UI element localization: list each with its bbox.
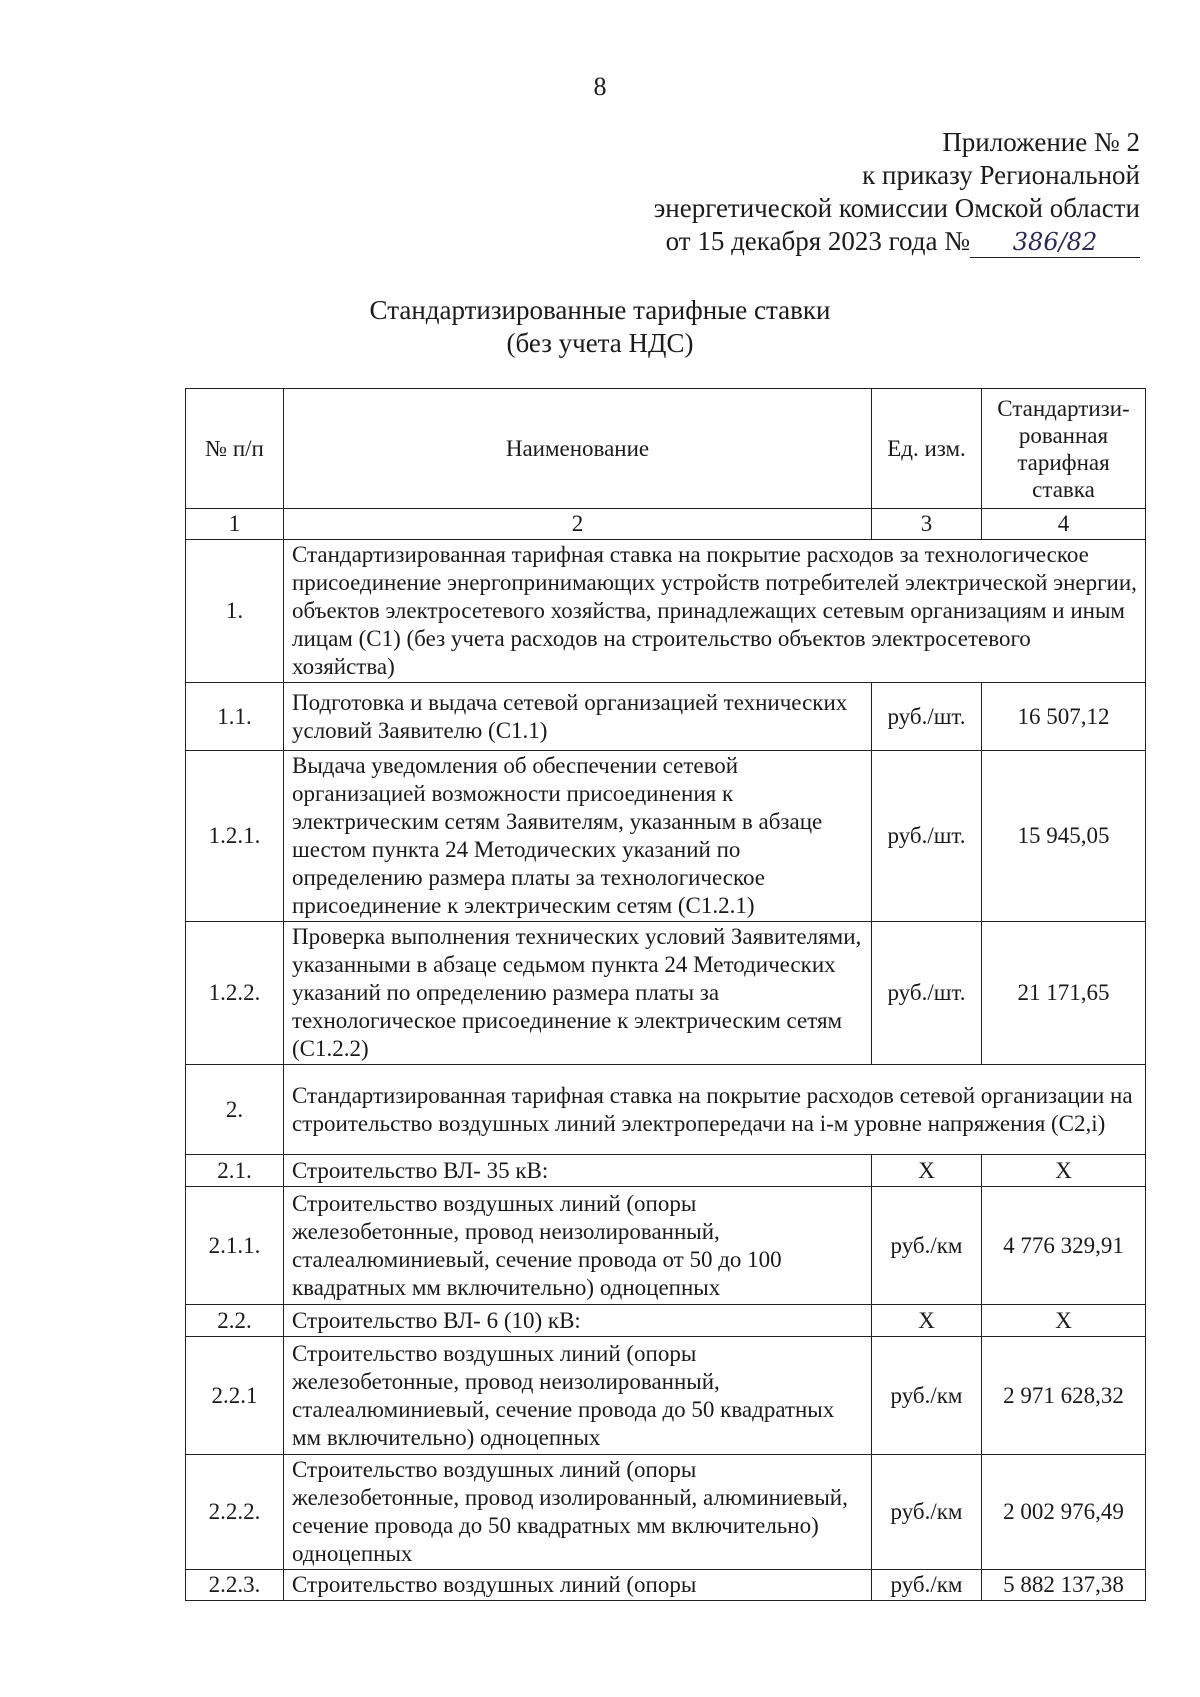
row-rate: 5 882 137,38 <box>982 1570 1146 1601</box>
table-header-row <box>186 389 1146 509</box>
row-rate: 2 971 628,32 <box>982 1337 1146 1455</box>
tariff-rates-table <box>185 388 1146 1601</box>
row-unit: руб./км <box>872 1187 982 1305</box>
row-name: Выдача уведомления об обеспечении сетевой организацией возможности присоединения к электрическим сетям Заявителям, указанным в абзаце шестом пункта 24 Методических указаний по определению размера платы за технологическое присоединение к электрическим сетям (С1.2.1) <box>284 751 872 922</box>
row-rate: 21 171,65 <box>982 922 1146 1065</box>
row-rate: 16 507,12 <box>982 683 1146 751</box>
row-number: 2.2.1 <box>186 1337 284 1455</box>
row-unit: руб./шт. <box>872 751 982 922</box>
row-number: 2.2.2. <box>186 1455 284 1570</box>
row-number: 2.2. <box>186 1305 284 1337</box>
table-row <box>186 683 1146 751</box>
row-unit: Х <box>872 1155 982 1187</box>
row-name: Стандартизированная тарифная ставка на покрытие расходов сетевой организации на строительство воздушных линий электропередачи на i-м уровне напряжения (С2,i) <box>284 1065 1146 1155</box>
row-name: Строительство воздушных линий (опоры <box>284 1570 872 1601</box>
order-number-handwritten: 386/82 <box>970 227 1140 258</box>
document-title <box>0 294 1200 360</box>
appendix-line-1: Приложение № 2 <box>942 127 1140 157</box>
table-row <box>186 1570 1146 1601</box>
table-row <box>186 1187 1146 1305</box>
title-line-2: (без учета НДС) <box>506 328 694 358</box>
row-unit: руб./шт. <box>872 922 982 1065</box>
row-rate: Х <box>982 1305 1146 1337</box>
table-row <box>186 1337 1146 1455</box>
row-rate: 15 945,05 <box>982 751 1146 922</box>
table-row <box>186 1065 1146 1155</box>
table-row <box>186 922 1146 1065</box>
row-rate: 2 002 976,49 <box>982 1455 1146 1570</box>
order-date-prefix: от 15 декабря 2023 года № <box>665 226 970 256</box>
row-name: Проверка выполнения технических условий Заявителями, указанными в абзаце седьмом пункта 24 Методических указаний по определению размера платы за технологическое присоединение к электрическим сетям (С1.2.2) <box>284 922 872 1065</box>
row-rate: 4 776 329,91 <box>982 1187 1146 1305</box>
title-line-1: Стандартизированные тарифные ставки <box>369 295 831 325</box>
row-name: Строительство ВЛ- 6 (10) кВ: <box>284 1305 872 1337</box>
row-unit: руб./км <box>872 1455 982 1570</box>
appendix-line-2: к приказу Региональной <box>862 160 1140 190</box>
row-number: 1.2.1. <box>186 751 284 922</box>
header-name: Наименование <box>284 389 872 509</box>
row-unit: руб./км <box>872 1337 982 1455</box>
appendix-line-3: энергетической комиссии Омской области <box>653 193 1140 223</box>
row-unit: Х <box>872 1305 982 1337</box>
table-row <box>186 540 1146 683</box>
header-number: № п/п <box>186 389 284 509</box>
table-row <box>186 751 1146 922</box>
row-number: 2.2.3. <box>186 1570 284 1601</box>
row-number: 1.1. <box>186 683 284 751</box>
column-number: 4 <box>982 509 1146 540</box>
row-number: 1. <box>186 540 284 683</box>
header-unit: Ед. изм. <box>872 389 982 509</box>
table-row <box>186 1305 1146 1337</box>
row-name: Строительство воздушных линий (опоры железобетонные, провод изолированный, алюминиевый, сечение провода до 50 квадратных мм включительно) одноцепных <box>284 1455 872 1570</box>
row-name: Строительство ВЛ- 35 кВ: <box>284 1155 872 1187</box>
row-name: Строительство воздушных линий (опоры железобетонные, провод неизолированный, сталеалюминиевый, сечение провода до 50 квадратных мм включительно) одноцепных <box>284 1337 872 1455</box>
row-number: 2.1. <box>186 1155 284 1187</box>
row-name: Стандартизированная тарифная ставка на покрытие расходов за технологическое присоединение энергопринимающих устройств потребителей электрической энергии, объектов электросетевого хозяйства, принадлежащих сетевым организациям и иным лицам (С1) (без учета расходов на строительство объектов электросетевого хозяйства) <box>284 540 1146 683</box>
column-number: 1 <box>186 509 284 540</box>
page-number: 8 <box>593 72 607 101</box>
row-name: Строительство воздушных линий (опоры железобетонные, провод неизолированный, сталеалюминиевый, сечение провода от 50 до 100 квадратных мм включительно) одноцепных <box>284 1187 872 1305</box>
column-numbers-row <box>186 509 1146 540</box>
header-rate: Стандартизи-рованная тарифная ставка <box>982 389 1146 509</box>
row-number: 1.2.2. <box>186 922 284 1065</box>
table-row <box>186 1455 1146 1570</box>
row-unit: руб./км <box>872 1570 982 1601</box>
row-rate: Х <box>982 1155 1146 1187</box>
appendix-line-4 <box>654 225 1140 258</box>
row-unit: руб./шт. <box>872 683 982 751</box>
appendix-header <box>654 126 1140 258</box>
column-number: 2 <box>284 509 872 540</box>
row-number: 2.1.1. <box>186 1187 284 1305</box>
row-number: 2. <box>186 1065 284 1155</box>
table-row <box>186 1155 1146 1187</box>
column-number: 3 <box>872 509 982 540</box>
row-name: Подготовка и выдача сетевой организацией технических условий Заявителю (С1.1) <box>284 683 872 751</box>
